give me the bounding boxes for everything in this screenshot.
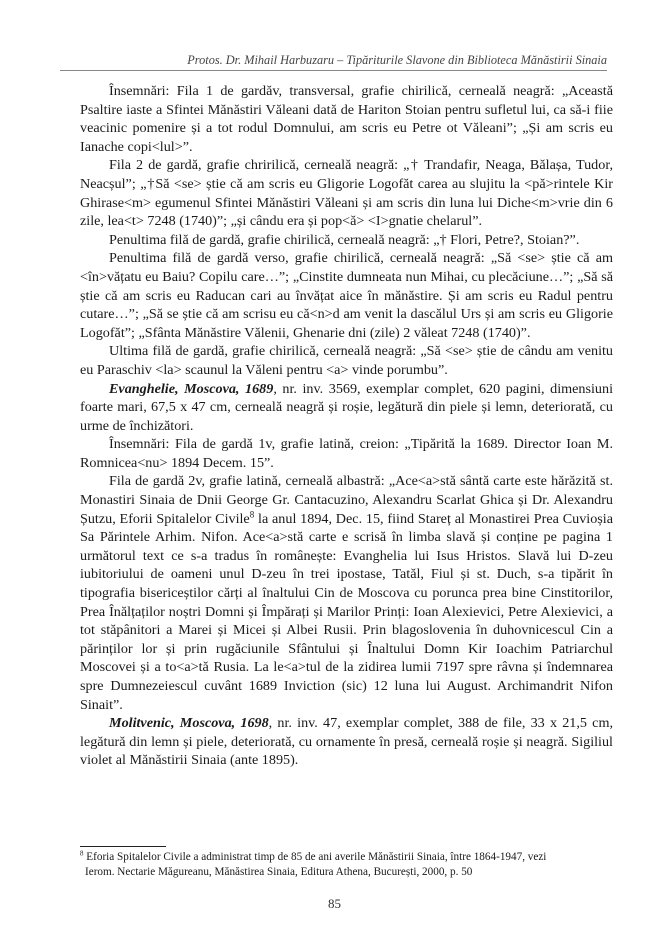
footnote-reference[interactable]: 8 <box>249 508 255 519</box>
paragraph-text: Penultima filă de gardă, grafie chirilică, cerneală neagră: „† Flori, Petre?, Stoian?”. <box>109 231 580 248</box>
book-title: Molitvenic, Moscova, 1698 <box>109 715 269 732</box>
footnote <box>80 850 613 880</box>
paragraph-text: Însemnări: Fila 1 de gardăv, transversal, grafie chirilică, cerneală neagră: „Această Psaltire iaste a Sfintei Mănăstiri Văleani dată de Hariton Stoian pentru sufletul lui, ca să-i fiie veacinic pomenire și a tot rodul Domnului, am scris eu Petre ot Văleani”; „Și am scris eu Ianache copi<lul>”. <box>80 83 613 155</box>
paragraph <box>80 435 613 472</box>
book-title: Evanghelie, Moscova, 1689 <box>109 380 274 397</box>
paragraph-text: la anul 1894, Dec. 15, fiind Stareț al Monastirei Prea Cuvioșia Sa Părintele Arhim. Nifon. Ace<a>stă carte e scrisă în limba slavă și conține pe pagina 1 următorul text ce s-a tradus în românește: Evanghelia lui Isus Hristos. Slavă lui D-zeu iubitoriului de oameni unul D-zeu în trei ipostase, Tatăl, Fiul și st. Duch, s-a tipărit în tipografia bisericeștilor cărți al înaltului Cin de Moscova cu poruncа prea bine Cinstitorilor, Prea Înălțaților noștri Domni și Împărați și Marilor Prinți: Ioan Alexievici, Petre Alexievici, a tot stăpânitori a Marei și Micei și Albei Rusii. Prin blagoslovenia în duhovnicescul Cin a părinților lor și prin rugăciunile Sfântului și Înaltului Domn Kir Ioachim Patriarchul Moscovei și a to<a>tă Rusia. La le<a>tul de la zidirea lumii 7197 spre râvna și îndemnarea spre Dumnezeiescul cuvânt 1689 Inviction (sic) 12 luna lui August. Archimandrit Nifon Sinait”. <box>80 510 613 713</box>
footnote-text: Ierom. Nectarie Măgureanu, Mănăstirea Sinaia, Editura Athena, București, 2000, p. 50 <box>85 866 473 878</box>
paragraph-text: Penultima filă de gardă verso, grafie chirilică, cerneală neagră: „Să <se> știe că am <în>vățatu eu Baiu? Copilu care…”; „Cinstite dumneata nun Mihai, cu plecăciune…”; „Să să știe că am scris eu Raducan cari au învățat aice în mănăstire. Și am scris eu Radul pentru cutare…”; „Să se știe că am scrisu eu că<n>d am venit la dascălul Urs și am scris eu Gligorie Logofăt”; „Sfânta Mănăstire Vălenii, Ghenarie dni (zile) 2 văleat 7248 (1740)”. <box>80 250 613 341</box>
paragraph <box>80 231 613 250</box>
paragraph <box>80 82 613 156</box>
paragraph <box>80 156 613 230</box>
paragraph <box>80 472 613 714</box>
paragraph <box>80 249 613 342</box>
paragraph <box>80 380 613 436</box>
footnote-text: Eforia Spitalelor Civile a administrat timp de 85 de ani averile Mănăstirii Sinaia, între 1864-1947, vezi <box>83 851 547 863</box>
paragraph <box>80 342 613 379</box>
paragraph-text: Însemnări: Fila de gardă 1v, grafie latină, creion: „Tipărită la 1689. Director Ioan M. Romnicea<nu> 1894 Decem. 15”. <box>80 436 613 471</box>
paragraph-text: , nr. inv. 47, exemplar complet, 388 de file, 33 x 21,5 cm, legătură din lemn și piele, deteriorată, cu ornamente în presă, cerneală roșie și neagră. Sigiliul violet al Mănăstirii Sinaia (ante 1895). <box>80 715 613 769</box>
paragraph-text: , nr. inv. 3569, exemplar complet, 620 pagini, dimensiuni foarte mari, 67,5 x 47 cm, cerneală neagră și roșie, legătură din piele și lemn, deteriorată, cu urme de închizători. <box>80 380 614 434</box>
paragraph-text: Fila de gardă 2v, grafie latină, cerneală albastră: „Ace<a>stă sântă carte este hărăzită st. Monastiri Sinaia de Dnii George Gr. Cantacuzino, Alexandru Scarlat Ghica și Dr. Alexandru Șutzu, Eforii Spitalelor Civile <box>80 473 613 527</box>
paragraph <box>80 714 613 770</box>
page-number: 85 <box>328 896 341 911</box>
footnote-marker: 8 <box>80 849 84 858</box>
paragraph-text: Fila 2 de gardă, grafie chririlică, cerneală neagră: „† Trandafir, Neaga, Bălașa, Tudor, Neacșul”; „†Să <se> știe că am scris eu Gligorie Logofăt carea au slujitu la <pă>rintele Kir Ghirase<m> egumenul Sfintei Mănăstiri Văleani și am scris din luna lui Diche<m>vrie din 6 zile, lea<t> 7248 (1740)”; „și cându era și pop<ă> <I>gnatie chelarul”. <box>80 157 613 230</box>
footnote-separator <box>80 846 166 847</box>
paragraph-text: Ultima filă de gardă, grafie chirilică, cerneală neagră: „Să <se> știe de cându am venitu eu Paraschiv <la> scaunul la Văleni pentru <a> vinde porumbu”. <box>80 343 613 378</box>
body-text <box>80 82 613 770</box>
running-header: Protos. Dr. Mihail Harbuzaru – Tipăriturile Slavone din Biblioteca Mănăstirii Sinaia <box>60 52 607 71</box>
